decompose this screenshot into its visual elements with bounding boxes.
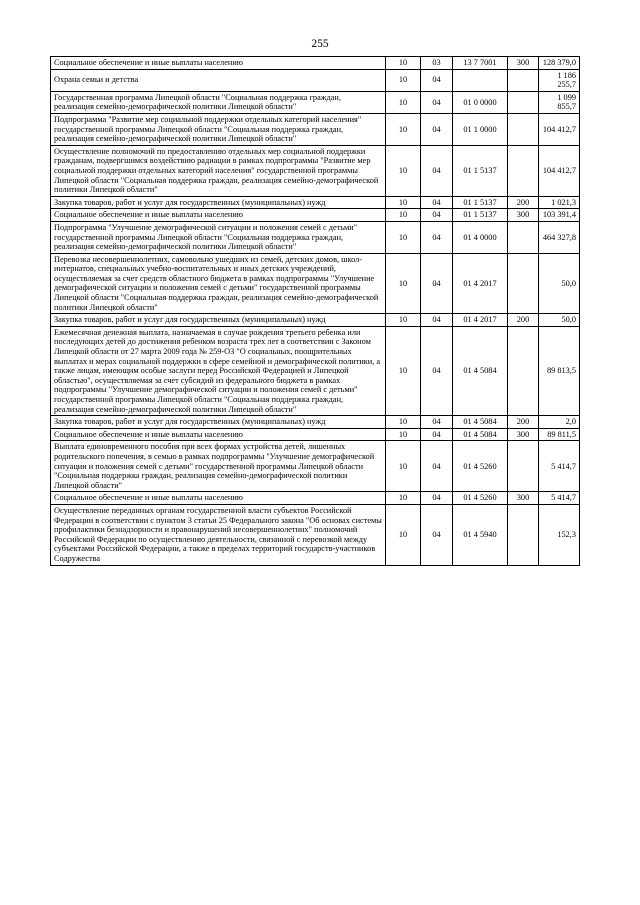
- row-expense-type: 300: [508, 428, 539, 441]
- row-expense-type: [508, 91, 539, 113]
- row-section: 10: [386, 428, 421, 441]
- row-name: Подпрограмма "Улучшение демографической ситуации и положения семей с детьми" государственной программы Липецкой области "Социальная поддержка граждан, реализация семейно-демографической политики Липецкой области": [51, 221, 386, 253]
- row-target-article: 01 4 2017: [453, 253, 508, 314]
- row-expense-type: [508, 504, 539, 565]
- row-name: Закупка товаров, работ и услуг для государственных (муниципальных) нужд: [51, 196, 386, 209]
- row-subsection: 04: [421, 504, 453, 565]
- row-subsection: 04: [421, 91, 453, 113]
- row-section: 10: [386, 57, 421, 70]
- row-subsection: 04: [421, 209, 453, 222]
- row-target-article: 01 4 2017: [453, 314, 508, 327]
- row-subsection: 04: [421, 221, 453, 253]
- row-section: 10: [386, 441, 421, 492]
- row-amount: 1 099 855,7: [539, 91, 580, 113]
- table-row: [51, 416, 580, 429]
- row-target-article: 01 4 5260: [453, 441, 508, 492]
- row-name: Государственная программа Липецкой области "Социальная поддержка граждан, реализация семейно-демографической политики Липецкой области": [51, 91, 386, 113]
- row-section: 10: [386, 314, 421, 327]
- row-section: 10: [386, 196, 421, 209]
- row-expense-type: 300: [508, 57, 539, 70]
- row-name: Социальное обеспечение и иные выплаты населению: [51, 209, 386, 222]
- row-subsection: 04: [421, 416, 453, 429]
- row-section: 10: [386, 253, 421, 314]
- table-row: [51, 209, 580, 222]
- table-row: [51, 196, 580, 209]
- row-expense-type: [508, 113, 539, 145]
- row-amount: 104 412,7: [539, 113, 580, 145]
- row-name: Ежемесячная денежная выплата, назначаемая в случае рождения третьего ребенка или последующих детей до достижения ребенком возраста трех лет в соответствии с Законом Липецкой области от 27 марта 2009 года № 259-ОЗ "О социальных, поощрительных выплатах и мерах социальной поддержки в сфере семейной и демографической политики, а также лицам, имеющим особые заслуги перед Российской Федерацией и Липецкой областью", осуществляемая за счет субсидий из федерального бюджета в рамках подпрограммы "Улучшение демографической ситуации и положения семей с детьми" государственной программы Липецкой области "Социальная поддержка граждан, реализация семейно-демографической политики Липецкой области": [51, 326, 386, 415]
- row-section: 10: [386, 221, 421, 253]
- row-section: 10: [386, 69, 421, 91]
- table-row: [51, 441, 580, 492]
- row-expense-type: 200: [508, 196, 539, 209]
- row-expense-type: [508, 69, 539, 91]
- row-target-article: 01 4 5084: [453, 416, 508, 429]
- row-target-article: 01 1 5137: [453, 196, 508, 209]
- row-subsection: 04: [421, 113, 453, 145]
- row-subsection: 04: [421, 326, 453, 415]
- table-row: [51, 253, 580, 314]
- row-amount: 50,0: [539, 314, 580, 327]
- row-amount: 1 021,3: [539, 196, 580, 209]
- row-section: 10: [386, 416, 421, 429]
- row-expense-type: 200: [508, 314, 539, 327]
- table-row: [51, 221, 580, 253]
- row-target-article: 01 1 5137: [453, 209, 508, 222]
- row-name: Перевозка несовершеннолетних, самовольно ушедших из семей, детских домов, школ-интернатов, специальных учебно-воспитательных и иных детских учреждений, осуществляемая за счет средств областного бюджета в рамках подпрограммы "Улучшение демографической ситуации и положения семей с детьми" государственной программы Липецкой области "Социальная поддержка граждан, реализация семейно-демографической политики Липецкой области": [51, 253, 386, 314]
- row-subsection: 04: [421, 253, 453, 314]
- budget-table: [50, 56, 580, 566]
- row-name: Социальное обеспечение и иные выплаты населению: [51, 428, 386, 441]
- table-row: [51, 428, 580, 441]
- row-amount: 5 414,7: [539, 492, 580, 505]
- row-name: Осуществление переданных органам государственной власти субъектов Российской Федерации в соответствии с пунктом 3 статьи 25 Федерального закона "Об основах системы профилактики безнадзорности и правонарушений несовершеннолетних" полномочий Российской Федерации по осуществлению деятельности, связанной с перевозкой между субъектами Российской Федерации, а также в пределах территорий государств-участников Содружества: [51, 504, 386, 565]
- row-amount: 89 813,5: [539, 326, 580, 415]
- row-section: 10: [386, 326, 421, 415]
- row-amount: 103 391,4: [539, 209, 580, 222]
- row-expense-type: [508, 326, 539, 415]
- table-row: [51, 145, 580, 196]
- row-section: 10: [386, 145, 421, 196]
- row-subsection: 04: [421, 145, 453, 196]
- row-amount: 1 186 255,7: [539, 69, 580, 91]
- row-amount: 104 412,7: [539, 145, 580, 196]
- table-row: [51, 91, 580, 113]
- row-expense-type: 300: [508, 492, 539, 505]
- row-name: Социальное обеспечение и иные выплаты населению: [51, 57, 386, 70]
- row-name: Закупка товаров, работ и услуг для государственных (муниципальных) нужд: [51, 416, 386, 429]
- row-subsection: 04: [421, 69, 453, 91]
- row-name: Закупка товаров, работ и услуг для государственных (муниципальных) нужд: [51, 314, 386, 327]
- row-target-article: 01 1 0000: [453, 113, 508, 145]
- budget-table-body: [51, 57, 580, 566]
- row-name: Подпрограмма "Развитие мер социальной поддержки отдельных категорий населения" государственной программы Липецкой области "Социальная поддержка граждан, реализация семейно-демографической политики Липецкой области": [51, 113, 386, 145]
- row-amount: 50,0: [539, 253, 580, 314]
- row-section: 10: [386, 209, 421, 222]
- row-name: Выплата единовременного пособия при всех формах устройства детей, лишенных родительского попечения, в семью в рамках подпрограммы "Улучшение демографической ситуации и положения семей с детьми" государственной программы Липецкой области "Социальная поддержка граждан, реализация семейно-демографической политики Липецкой области": [51, 441, 386, 492]
- table-row: [51, 69, 580, 91]
- row-amount: 128 379,0: [539, 57, 580, 70]
- row-expense-type: [508, 253, 539, 314]
- row-name: Осуществление полномочий по предоставлению отдельных мер социальной поддержки гражданам, подвергшимся воздействию радиации в рамках подпрограммы "Развитие мер социальной поддержки отдельных категорий населения" государственной программы Липецкой области "Социальная поддержка граждан, реализация семейно-демографической политики Липецкой области": [51, 145, 386, 196]
- row-subsection: 03: [421, 57, 453, 70]
- table-row: [51, 314, 580, 327]
- row-section: 10: [386, 113, 421, 145]
- row-section: 10: [386, 504, 421, 565]
- row-target-article: 01 0 0000: [453, 91, 508, 113]
- page-number: 255: [311, 38, 329, 50]
- table-row: [51, 113, 580, 145]
- row-expense-type: [508, 221, 539, 253]
- row-amount: 464 327,8: [539, 221, 580, 253]
- row-target-article: 01 4 5260: [453, 492, 508, 505]
- row-target-article: 01 1 5137: [453, 145, 508, 196]
- row-amount: 5 414,7: [539, 441, 580, 492]
- row-target-article: 01 4 5940: [453, 504, 508, 565]
- table-row: [51, 57, 580, 70]
- table-row: [51, 492, 580, 505]
- row-subsection: 04: [421, 441, 453, 492]
- row-subsection: 04: [421, 314, 453, 327]
- row-target-article: 01 4 0000: [453, 221, 508, 253]
- row-section: 10: [386, 91, 421, 113]
- row-expense-type: [508, 441, 539, 492]
- row-name: Охрана семьи и детства: [51, 69, 386, 91]
- row-target-article: 01 4 5084: [453, 326, 508, 415]
- row-subsection: 04: [421, 428, 453, 441]
- row-subsection: 04: [421, 492, 453, 505]
- row-section: 10: [386, 492, 421, 505]
- row-expense-type: 200: [508, 416, 539, 429]
- row-target-article: [453, 69, 508, 91]
- row-target-article: 13 7 7001: [453, 57, 508, 70]
- row-target-article: 01 4 5084: [453, 428, 508, 441]
- row-amount: 89 811,5: [539, 428, 580, 441]
- row-expense-type: 300: [508, 209, 539, 222]
- table-row: [51, 326, 580, 415]
- row-expense-type: [508, 145, 539, 196]
- row-amount: 152,3: [539, 504, 580, 565]
- row-amount: 2,0: [539, 416, 580, 429]
- row-name: Социальное обеспечение и иные выплаты населению: [51, 492, 386, 505]
- table-row: [51, 504, 580, 565]
- row-subsection: 04: [421, 196, 453, 209]
